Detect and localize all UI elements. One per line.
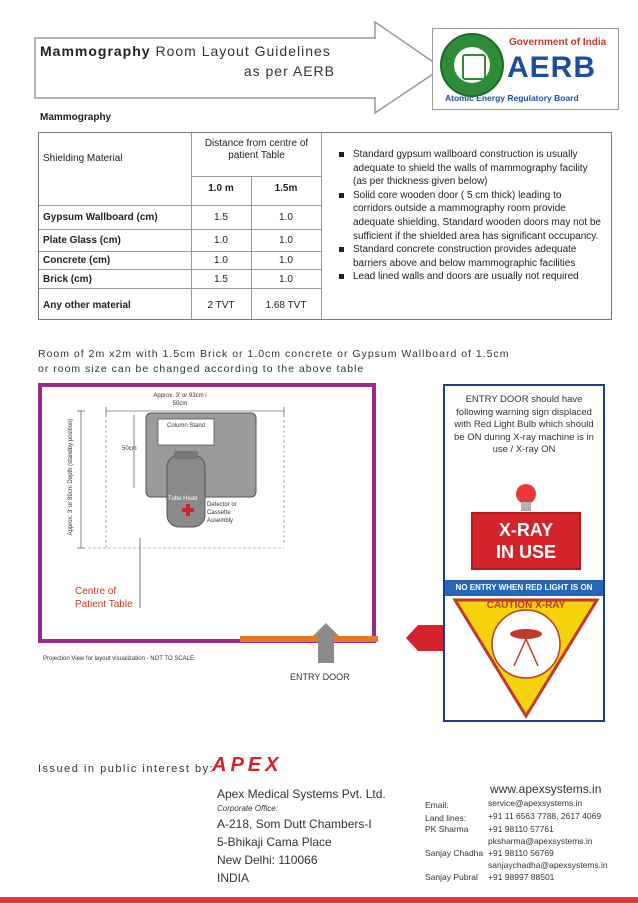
company-address (217, 785, 386, 887)
table-row-material: Brick (cm) (43, 274, 92, 285)
website-link[interactable]: www.apexsystems.in (490, 782, 602, 796)
table-row-d2: 1.0 (279, 235, 293, 246)
contact-name: Sanjay Pubral (425, 872, 478, 882)
entry-arrow-icon (313, 623, 339, 663)
contact-phone: +91 98110 57761 (488, 824, 554, 834)
address-line: New Delhi: 110066 (217, 853, 318, 867)
shielding-notes (335, 148, 603, 284)
corporate-office-label: Corporate Office: (217, 804, 278, 813)
address-line: A-218, Som Dutt Chambers-I (217, 817, 372, 831)
room-text-line2: or room size can be changed according to the above table (38, 363, 365, 375)
tube-head-label: Tube Head (168, 496, 198, 502)
contact-phone: +91 98110 56769 (488, 848, 554, 858)
email-link[interactable]: service@apexsystems.in (488, 798, 583, 808)
contact-name: PK Sharma (425, 824, 469, 834)
logo-big-text: AERB (507, 51, 597, 84)
approx-depth-label: Approx. 3' or 89cm Depth (standby position) (68, 418, 74, 536)
aerb-seal-icon (440, 33, 504, 97)
centre-label: Centre of Patient Table (75, 586, 133, 610)
note-item: Standard concrete construction provides adequate barriers above and below mammographic facilities (335, 243, 603, 270)
note-item: Lead lined walls and doors are usually not required (335, 270, 603, 284)
contact-phone: +91 98997 88501 (488, 872, 555, 882)
entry-door-instructions: ENTRY DOOR should have following warning sign displaced with Red Light Bulb which should be ON during X-ray machine is in use / X-ray ON (454, 394, 594, 455)
section-label: Mammography (40, 112, 112, 123)
tube-head (167, 455, 205, 527)
land-value: +91 11 6563 7788, 2617 4069 (488, 811, 602, 821)
table-row-material: Any other material (43, 300, 131, 311)
address-line: INDIA (217, 871, 250, 885)
sign-line1: X-RAY (498, 520, 554, 540)
approx-width-text: Approx. 3' or 93cm i (153, 393, 207, 399)
table-row-d2: 1.68 TVT (265, 300, 307, 311)
col-15m-header: 1.5m (274, 183, 298, 194)
table-row-d2: 1.0 (279, 274, 293, 285)
aerb-logo (432, 28, 619, 110)
table-row-material: Concrete (cm) (43, 255, 111, 266)
room-description (38, 347, 510, 377)
sign-line2: IN USE (495, 542, 556, 562)
title-line2: as per AERB (243, 63, 335, 79)
table-row-d1: 2 TVT (207, 300, 235, 311)
table-row-material: Gypsum Wallboard (cm) (43, 212, 158, 223)
col-material-header: Shielding Material (43, 153, 123, 164)
table-row-d2: 1.0 (279, 255, 293, 266)
caution-triangle-icon (451, 596, 601, 720)
entry-door-label: ENTRY DOOR (290, 672, 350, 682)
logo-top-text: Government of India (509, 37, 607, 48)
table-row-d1: 1.5 (214, 274, 228, 285)
contact-email[interactable]: sanjaychadha@apexsystems.in (488, 860, 608, 870)
no-entry-banner: NO ENTRY WHEN RED LIGHT IS ON (445, 580, 603, 596)
caution-text: CAUTION X-RAY (486, 600, 566, 611)
company-name: Apex Medical Systems Pvt. Ltd. (217, 787, 386, 801)
table-row-d1: 1.5 (214, 212, 228, 223)
projection-note (43, 656, 194, 662)
col-distance-header: Distance from centre of patient Table (204, 138, 309, 161)
land-label: Land lines: (425, 813, 467, 823)
fifty-top-text: 50cm (172, 401, 188, 407)
not-to-scale-text: - NOT TO SCALE (146, 656, 194, 662)
table-row-d2: 1.0 (279, 212, 293, 223)
fifty-side-label: 50cm (122, 446, 137, 452)
detector-label: Detector or Cassette Assembly (207, 502, 237, 524)
room-text-line1: Room of 2m x2m with 1.5cm Brick or 1.0cm concrete or Gypsum Wallboard of 1.5cm (38, 348, 510, 360)
door-threshold (240, 636, 378, 642)
address-line: 5-Bhikaji Cama Place (217, 835, 332, 849)
contact-name: Sanjay Chadha (425, 848, 484, 858)
red-light-bulb-icon (510, 480, 542, 514)
col-1m-header: 1.0 m (208, 183, 234, 194)
title-rest: Room Layout Guidelines (155, 43, 331, 59)
column-stand-label: Column Stand (166, 423, 206, 429)
approx-width-label (145, 392, 215, 408)
title-bold: Mammography (40, 43, 151, 59)
contact-email[interactable]: pksharma@apexsystems.in (488, 836, 593, 846)
logo-sub-text: Atomic Energy Regulatory Board (445, 93, 579, 103)
xray-in-use-sign (471, 512, 581, 570)
note-item: Standard gypsum wallboard construction is usually adequate to shield the walls of mammography facility (as per thickness given below) (335, 148, 603, 189)
table-row-d1: 1.0 (214, 255, 228, 266)
apex-logo: APEX (212, 754, 283, 776)
page-title (35, 40, 340, 84)
note-item: Solid core wooden door ( 5 cm thick) leading to corridors outside a mammography room provide adequate shielding. Standard wooden doors may not be sufficient if the shielded area has significant occupancy. (335, 189, 603, 243)
email-label: Email: (425, 800, 449, 810)
footer-bar (0, 897, 638, 903)
issued-text: Issued in public interest by: (38, 763, 215, 775)
table-row-material: Plate Glass (cm) (43, 235, 121, 246)
table-row-d1: 1.0 (214, 235, 228, 246)
projection-note-text: Projection View for layout visualization (43, 656, 145, 662)
